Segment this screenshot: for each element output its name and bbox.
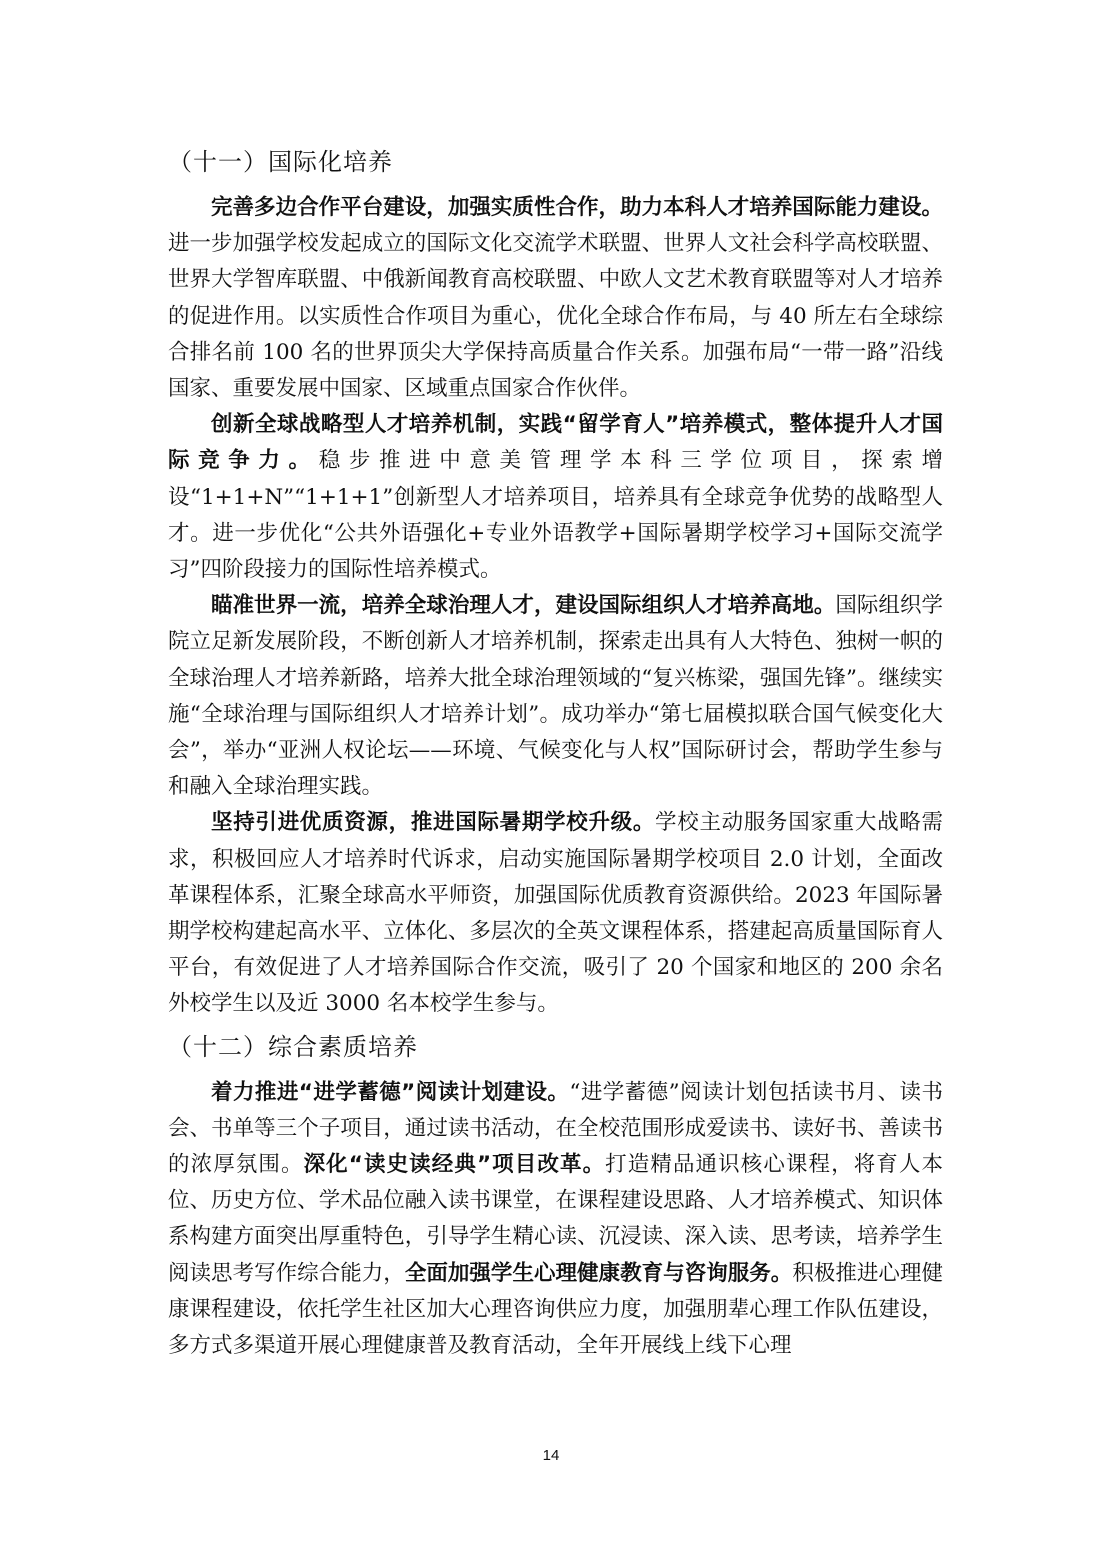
section-12-paragraph-1: [168, 1075, 943, 1365]
paragraph-text: 积极推进心理健康课程建设，依托学生社区加大心理咨询供应力度，加强朋辈心理工作队伍建设，多方式多渠道开展心理健康普及教育活动，全年开展线上线下心理: [168, 1260, 943, 1359]
section-11-paragraph-4: [168, 805, 943, 1022]
paragraph-text: “进学蓄德”阅读计划包括读书月、读书会、书单等三个子项目，通过读书活动，在全校范围形成爱读书、读好书、善读书的浓厚氛围。: [168, 1079, 943, 1178]
section-11-paragraph-2: [168, 407, 943, 588]
paragraph-text: 打造精品通识核心课程，将育人本位、历史方位、学术品位融入读书课堂，在课程建设思路、人才培养模式、知识体系构建方面突出厚重特色，引导学生精心读、沉浸读、深入读、思考读，培养学生阅读思考写作综合能力，: [168, 1152, 943, 1286]
section-11-heading: （十一）国际化培养: [168, 148, 393, 176]
bold-lead: 坚持引进优质资源，推进国际暑期学校升级。: [211, 810, 656, 836]
paragraph-text: 稳步推进中意美管理学本科三学位项目，探索增设“1+1+N”“1+1+1”创新型人才培养项目，培养具有全球竞争优势的战略型人才。进一步优化“公共外语强化+专业外语教学+国际暑期学校学习+国际交流学习”四阶段接力的国际性培养模式。: [168, 448, 943, 583]
document-body: [168, 140, 943, 1364]
paragraph-text: 学校主动服务国家重大战略需求，积极回应人才培养时代诉求，启动实施国际暑期学校项目 2.0 计划，全面改革课程体系，汇聚全球高水平师资，加强国际优质教育资源供给。2023 年国际暑期学校构建起高水平、立体化、多层次的全英文课程体系，搭建起高质量国际育人平台，有效促进了人才培养国际合作交流，吸引了 20 个国家和地区的 200 余名外校学生以及近 3000 名本校学生参与。: [168, 810, 943, 1017]
section-12-heading: （十二）综合素质培养: [168, 1032, 418, 1061]
bold-lead: 全面加强学生心理健康教育与咨询服务。: [404, 1260, 793, 1286]
paragraph-text: 进一步加强学校发起成立的国际文化交流学术联盟、世界人文社会科学高校联盟、世界大学智库联盟、中俄新闻教育高校联盟、中欧人文艺术教育联盟等对人才培养的促进作用。以实质性合作项目为重心，优化全球合作布局，与 40 所左右全球综合排名前 100 名的世界顶尖大学保持高质量合作关系。加强布局“一带一路”沿线国家、重要发展中国家、区域重点国家合作伙伴。: [168, 231, 943, 402]
bold-lead: 着力推进“进学蓄德”阅读计划建设。: [211, 1079, 570, 1105]
bold-lead: 完善多边合作平台建设，加强实质性合作，助力本科人才培养国际能力建设。: [211, 195, 943, 220]
bold-lead: 深化“读史读经典”项目改革。: [303, 1152, 606, 1178]
section-11-paragraph-1: [168, 190, 943, 407]
paragraph-text: 国际组织学院立足新发展阶段，不断创新人才培养机制，探索走出具有人大特色、独树一帜的全球治理人才培养新路，培养大批全球治理领域的“复兴栋梁，强国先锋”。继续实施“全球治理与国际组织人才培养计划”。成功举办“第七届模拟联合国气候变化大会”，举办“亚洲人权论坛——环境、气候变化与人权”国际研讨会，帮助学生参与和融入全球治理实践。: [168, 593, 943, 800]
page-number: 14: [542, 1447, 560, 1464]
bold-lead: 创新全球战略型人才培养机制，实践“留学育人”培养模式，整体提升人才国际竞争力。: [168, 412, 943, 474]
section-11-paragraph-3: [168, 588, 943, 805]
bold-lead: 瞄准世界一流，培养全球治理人才，建设国际组织人才培养高地。: [211, 593, 836, 619]
